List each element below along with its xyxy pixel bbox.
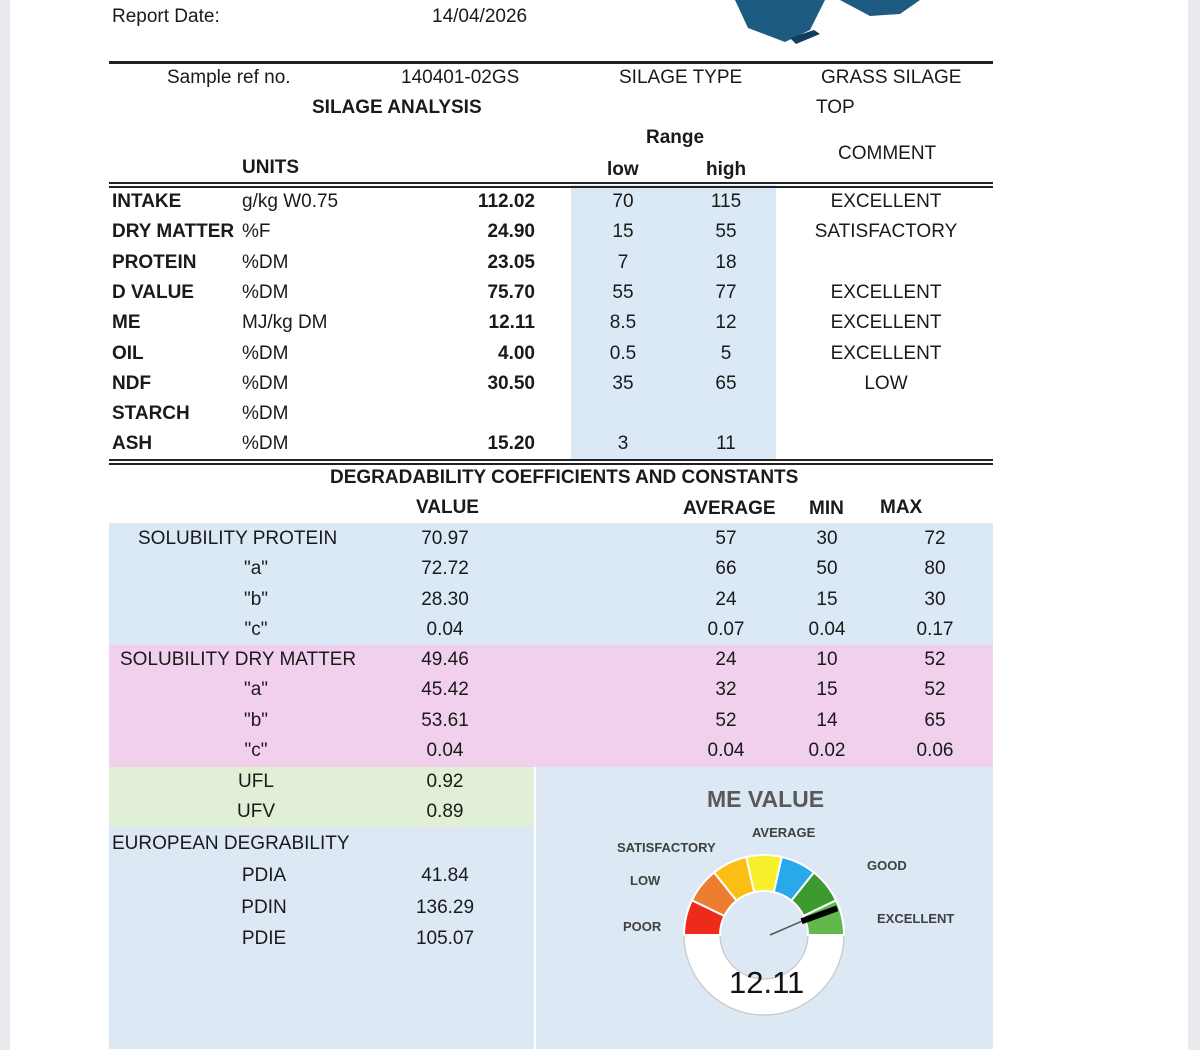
silage-type-value: GRASS SILAGE — [821, 67, 962, 88]
gauge-needle-tail — [770, 921, 802, 935]
gauge-label-low: LOW — [630, 873, 661, 888]
degr-average: 32 — [715, 679, 737, 701]
position-value: TOP — [816, 97, 855, 118]
analysis-unit: %DM — [242, 281, 289, 303]
range-header: Range — [646, 127, 705, 148]
analysis-comment: SATISFACTORY — [814, 221, 958, 243]
analysis-low: 3 — [617, 433, 629, 455]
analysis-high: 77 — [715, 281, 737, 303]
analysis-low: 7 — [617, 251, 629, 273]
degr-min: 15 — [816, 679, 838, 701]
analysis-unit: g/kg W0.75 — [242, 191, 339, 212]
energy-value: 0.92 — [426, 771, 464, 792]
analysis-name: INTAKE — [112, 191, 182, 212]
analysis-low: 35 — [612, 372, 634, 394]
max-header: MAX — [880, 497, 923, 518]
degr-value: 72.72 — [421, 558, 469, 580]
degr-average: 24 — [715, 649, 737, 670]
degr-average: 0.07 — [707, 618, 745, 640]
analysis-value: 30.50 — [487, 372, 535, 394]
value-header: VALUE — [416, 497, 479, 518]
analysis-value: 75.70 — [487, 281, 535, 303]
gauge-label-satisfactory: SATISFACTORY — [617, 840, 716, 855]
analysis-unit: %DM — [242, 372, 289, 394]
energy-value: 0.89 — [426, 801, 464, 823]
degr-max: 52 — [924, 679, 946, 701]
degr-min: 30 — [816, 528, 838, 549]
degr-max: 80 — [924, 558, 946, 580]
analysis-comment: EXCELLENT — [830, 191, 942, 212]
analysis-value: 15.20 — [487, 433, 535, 455]
low-header: low — [607, 159, 639, 180]
degr-label: "c" — [244, 618, 268, 640]
analysis-low: 15 — [612, 221, 634, 243]
top-rule — [109, 61, 993, 64]
degr-average: 66 — [715, 558, 737, 580]
analysis-name: DRY MATTER — [112, 221, 235, 243]
degr-min: 50 — [816, 558, 838, 580]
report-date-value: 14/04/2026 — [432, 6, 528, 27]
analysis-unit: %DM — [242, 403, 289, 425]
degr-label: SOLUBILITY PROTEIN — [138, 528, 338, 549]
analysis-name: OIL — [112, 342, 144, 364]
degr-value: 45.42 — [421, 679, 469, 701]
degr-min: 10 — [816, 649, 838, 670]
analysis-value: 12.11 — [488, 312, 535, 334]
degr-value: 53.61 — [421, 709, 469, 731]
analysis-unit: %DM — [242, 251, 289, 273]
analysis-value: 24.90 — [487, 221, 535, 243]
degr-max: 30 — [924, 588, 946, 610]
analysis-low: 55 — [612, 281, 634, 303]
gauge-label-poor: POOR — [623, 919, 662, 934]
degr-label: "b" — [243, 588, 269, 610]
analysis-comment: EXCELLENT — [830, 281, 942, 303]
table-foot-rule-1 — [109, 459, 993, 461]
analysis-high: 11 — [716, 433, 736, 455]
degr-label: "b" — [243, 709, 269, 731]
degr-max: 0.06 — [916, 739, 954, 761]
degradability-title: DEGRADABILITY COEFFICIENTS AND CONSTANTS — [330, 467, 799, 488]
degr-max: 65 — [924, 709, 946, 731]
degr-average: 52 — [715, 709, 737, 731]
analysis-name: ME — [112, 312, 141, 334]
analysis-high: 12 — [715, 312, 737, 334]
degr-min: 0.04 — [808, 618, 846, 640]
analysis-low: 8.5 — [609, 312, 637, 334]
energy-label: UFV — [237, 801, 275, 823]
degr-label: "c" — [244, 739, 268, 761]
analysis-comment: EXCELLENT — [830, 312, 942, 334]
analysis-high: 55 — [715, 221, 737, 243]
gauge-label-average: AVERAGE — [752, 825, 816, 840]
degr-average: 24 — [715, 588, 737, 610]
degr-average: 0.04 — [707, 739, 745, 761]
analysis-high: 65 — [715, 372, 737, 394]
analysis-high: 5 — [720, 342, 732, 364]
analysis-value: 112.02 — [477, 191, 535, 212]
report-date-label: Report Date: — [112, 6, 220, 27]
comment-header: COMMENT — [838, 143, 937, 164]
degr-value: 0.04 — [426, 739, 464, 761]
european-label: PDIN — [241, 896, 287, 918]
gauge-label-excellent: EXCELLENT — [877, 911, 955, 926]
analysis-high: 18 — [715, 251, 737, 273]
degr-label: "a" — [243, 679, 269, 701]
european-label: PDIA — [241, 865, 287, 886]
degr-max: 72 — [924, 528, 946, 549]
report-page — [10, 0, 1188, 1050]
european-label: PDIE — [241, 928, 287, 949]
table-head-rule-2 — [109, 186, 993, 188]
degr-value: 28.30 — [421, 588, 469, 610]
european-value: 41.84 — [421, 865, 469, 886]
silage-analysis-label: SILAGE ANALYSIS — [312, 97, 482, 118]
degr-value: 70.97 — [421, 528, 469, 549]
average-header: AVERAGE — [683, 498, 776, 519]
table-head-rule-1 — [109, 182, 993, 184]
analysis-value: 23.05 — [487, 251, 535, 273]
sample-ref-value: 140401-02GS — [401, 67, 520, 88]
european-value: 105.07 — [415, 928, 475, 949]
analysis-name: STARCH — [112, 403, 190, 425]
analysis-name: D VALUE — [112, 281, 194, 303]
degr-value: 49.46 — [421, 649, 469, 670]
analysis-unit: %DM — [242, 342, 289, 364]
logo-graphic — [730, 0, 970, 45]
min-header: MIN — [809, 498, 844, 519]
analysis-unit: %F — [242, 221, 271, 243]
units-header: UNITS — [242, 157, 299, 178]
analysis-value: 4.00 — [498, 342, 535, 364]
gauge-value: 12.11 — [729, 965, 805, 1000]
analysis-low: 70 — [612, 191, 634, 212]
degr-average: 57 — [715, 528, 737, 549]
analysis-comment: EXCELLENT — [830, 342, 942, 364]
gauge-label-good: GOOD — [867, 858, 907, 873]
high-header: high — [706, 159, 747, 180]
degr-min: 0.02 — [808, 739, 846, 761]
analysis-high: 115 — [710, 191, 742, 212]
table-foot-rule-2 — [109, 463, 993, 465]
analysis-name: PROTEIN — [112, 251, 197, 273]
silage-type-label: SILAGE TYPE — [619, 67, 743, 88]
degr-label: "a" — [243, 558, 269, 580]
degr-min: 14 — [816, 709, 838, 731]
analysis-name: ASH — [112, 433, 153, 455]
gauge-title: ME VALUE — [707, 786, 825, 812]
analysis-unit: %DM — [242, 433, 289, 455]
degr-max: 52 — [924, 649, 946, 670]
degr-max: 0.17 — [916, 618, 954, 640]
degr-label: SOLUBILITY DRY MATTER — [120, 649, 357, 670]
energy-label: UFL — [238, 771, 274, 792]
analysis-low: 0.5 — [609, 342, 637, 364]
degr-value: 0.04 — [426, 618, 464, 640]
sample-ref-label: Sample ref no. — [167, 67, 291, 88]
analysis-unit: MJ/kg DM — [242, 312, 328, 334]
analysis-comment: LOW — [864, 372, 908, 394]
degr-min: 15 — [816, 588, 838, 610]
european-value: 136.29 — [415, 896, 475, 918]
analysis-name: NDF — [112, 372, 152, 394]
european-title: EUROPEAN DEGRABILITY — [112, 833, 350, 854]
